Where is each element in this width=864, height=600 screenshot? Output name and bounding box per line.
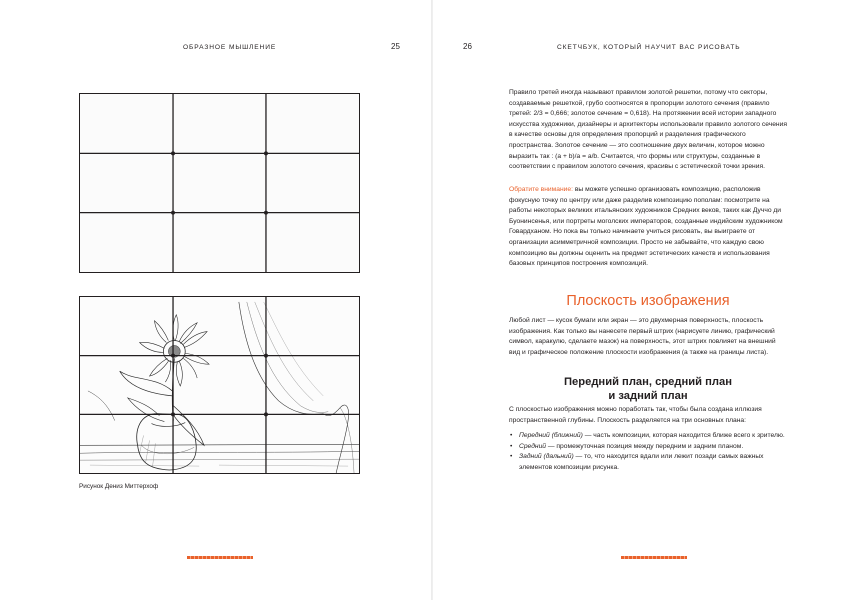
thirds-grid-lines (80, 94, 359, 272)
running-head-left: ОБРАЗНОЕ МЫШЛЕНИЕ (183, 44, 277, 51)
page-number-right: 26 (463, 42, 472, 51)
note-lead: Обратите внимание: (509, 186, 573, 193)
list-item-middleground: • Средний — промежуточная позиция между передним и задним планом. (510, 442, 744, 450)
note-paragraph (509, 185, 787, 270)
sunflower-sketch-illustration (80, 297, 359, 473)
desc-background: — то, что находится вдали или лежит позади самых важных элементов композиции рисунка. (519, 453, 764, 471)
running-head-right: СКЕТЧБУК, КОТОРЫЙ НАУЧИТ ВАС РИСОВАТЬ (557, 44, 741, 51)
page-number-left: 25 (391, 42, 400, 51)
rule-of-thirds-grid (79, 93, 360, 273)
desc-foreground: — часть композиции, которая находится ближе всего к зрителю. (582, 432, 785, 439)
footer-ornament-right (621, 556, 687, 559)
subsection-heading-planes (509, 376, 787, 403)
term-background: Задний (дальний) (519, 453, 574, 461)
planes-list (509, 431, 787, 473)
depth-paragraph: С плоскостью изображения можно поработать так, чтобы была создана иллюзия пространственной глубины. Плоскость разделяется на три основных плана: (509, 406, 762, 424)
list-item-background: • Задний (дальний) — то, что находится вдали или лежит позади самых важных элементов композиции рисунка. (510, 453, 764, 471)
footer-ornament-left (187, 556, 253, 559)
section-heading-picture-plane: Плоскость изображения (566, 293, 730, 309)
sunflower-drawing-with-grid (79, 296, 360, 474)
desc-middleground: — промежуточная позиция между передним и задним планом. (546, 442, 744, 450)
note-text: вы можете успешно организовать композицию, расположив фокусную точку по центру или даже разделив композицию пополам: посмотрите на работы некоторых великих итальянских художников Средних веков, таких как Дуччо ди Буонинсенья, или портреты моголских императоров, созданные индийским художником Говардханом. Но пока вы только начинаете учиться рисовать, вы выиграете от организации асимметричной композиции. Просто не забывайте, что каждую свою композицию вы должны оценить на предмет эстетических качеств и использования базовых принципов построения композиций. (509, 186, 783, 268)
illustration-caption: Рисунок Дениз Миттерхоф (79, 483, 159, 490)
list-item-foreground: • Передний (ближний) — часть композиции, которая находится ближе всего к зрителю. (510, 432, 785, 439)
subsection-heading-line-1: Передний план, средний план (564, 376, 732, 388)
term-middleground: Средний (519, 442, 547, 450)
subsection-heading-line-2: и задний план (608, 389, 688, 402)
term-foreground: Передний (ближний) (519, 432, 583, 439)
picture-plane-paragraph: Любой лист — кусок бумаги или экран — это двухмерная поверхность, плоскость изображения. Как только вы нанесете первый штрих (нарисуете линию, графический символ, каракулю, сделаете мазок) на поверхность, этот штрих повлияет на внешний вид и графическое положение плоскости изображения (а также на границы листа). (509, 317, 776, 356)
golden-section-paragraph: Правило третей иногда называют правилом золотой решетки, потому что секторы, создаваемые решеткой, грубо соотносятся в пропорции золотого сечения (правило третей: 2/3 = 0,666; золотое сечение = 0,618). На протяжении всей истории западного искусства художники, дизайнеры и архитекторы использовали правило золотого сечения в качестве основы для определения пропорций и разделения графического пространства. Золотое сечение — это соотношение двух величин, которое можно выразить так : (a + b)/a = a/b. Считается, что формы или структуры, созданные в соответствии с правилом золотого сечения, красивы с эстетической точки зрения. (509, 89, 787, 171)
